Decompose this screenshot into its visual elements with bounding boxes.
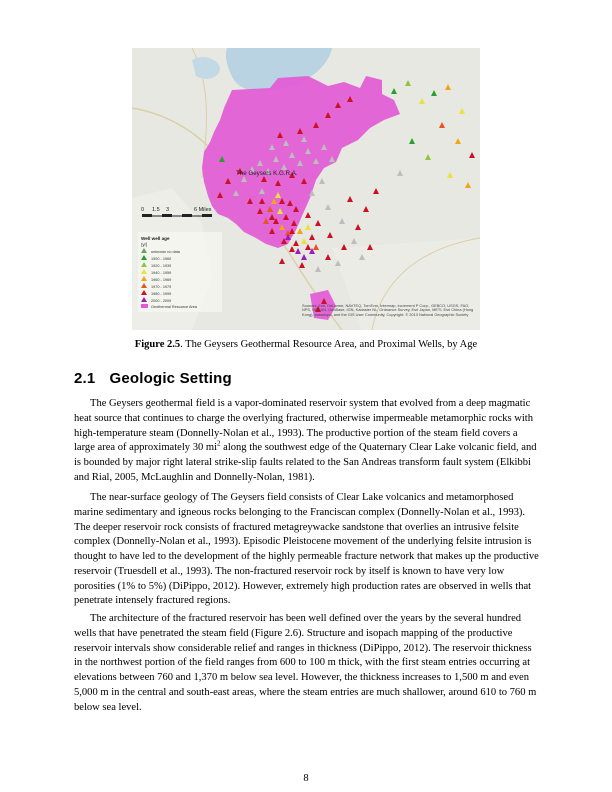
- scale-tick-label: 3: [166, 207, 170, 213]
- geysers-map: [132, 48, 480, 330]
- paragraph-text: The Geysers geothermal field is a vapor-dominated reservoir system that evolved from a deep magmatic heat source that continues to charge the overlying fractured, otherwise impermeable metamorphic rocks with high-temperature steam (Donnelly-Nolan et al., 1993). The productive portion of the steam field covers a large area of approximately 30 mi: [74, 398, 534, 454]
- paragraph: The architecture of the fractured reservoir has been well defined over the years by the several hundred wells that have penetrated the steam field (Figure 2.6). Structure and isopach mapping of the productive reservoir intervals show considerable relief and ranges in thickness (DiPippo, 2012). The reservoir thickness in the northwest portion of the field ranges from 600 to 100 m thick, with the first steam entries occurring at elevations between 760 and 1,370 m below sea level. However, the thickness increases to 1,500 m and even 5,000 m in the central and south-east areas, where the steam entries are much shallower, around 610 to 760 m below sea level.: [74, 613, 537, 713]
- legend-item-label: 1920 - 1939: [151, 264, 172, 268]
- scale-tick-label: 0: [141, 207, 145, 213]
- legend: [138, 232, 222, 312]
- legend-title: Well well age: [141, 236, 170, 241]
- caption-label: Figure 2.5: [134, 339, 181, 350]
- legend-item-label: 2000 - 2009: [151, 299, 172, 303]
- legend-item-label: 1980 - 1999: [151, 292, 172, 296]
- legend-item-label: 1960 - 1969: [151, 278, 172, 282]
- legend-subtitle: (yr): [141, 242, 148, 247]
- map-attribution: [302, 304, 478, 330]
- paragraph-text: along the southwest edge of the Quaternary Clear Lake volcanic field, and is bounded by major right lateral strike-slip faults related to the San Andreas transform fault system (Elkibbi and Rial, 2005, McLaughlin and Donnelly-Nolan, 1981).: [74, 442, 537, 483]
- paragraph: [74, 397, 540, 486]
- legend-item-label: 1970 - 1979: [151, 285, 172, 289]
- attribution-text: Sources: Esri, DeLorme, NAVTEQ, TomTom, Intermap, increment P Corp., GEBCO, USGS, FAO, NPS, NRCAN, GeoBase, IGN, Kadaster NL, Ordnance Survey, Esri Japan, METI, Esri China (Hong Kong), swisstopo, and the GIS User Community, Copyright: © 2013 National Geographic Society: [302, 304, 474, 317]
- legend-area-swatch: [141, 304, 148, 308]
- page-number: 8: [303, 773, 309, 784]
- caption-text: . The Geysers Geothermal Resource Area, and Proximal Wells, by Age: [180, 339, 478, 350]
- superscript: 2: [217, 439, 221, 448]
- legend-item-label: unknown no data: [151, 250, 180, 254]
- place-label: The Geysers K.G.R.A.: [236, 170, 298, 177]
- scale-tick-label: 1.5: [152, 207, 160, 213]
- legend-item-label: 1900 - 1960: [151, 257, 172, 261]
- section-title: Geologic Setting: [109, 370, 232, 387]
- scale-tick-label: 6 Miles: [194, 207, 212, 213]
- figure-caption: [0, 339, 612, 350]
- legend-area-label: Geothermal Resource Area: [151, 305, 198, 309]
- legend-item-label: 1940 - 1959: [151, 271, 172, 275]
- section-heading: [74, 370, 232, 387]
- paragraph: The near-surface geology of The Geysers field consists of Clear Lake volcanics and metamorphosed marine sedimentary and igneous rocks belonging to the Franciscan complex (Donnelly-Nolan et al., 1993). The deeper reservoir rock consists of fractured metagreywacke sandstone that overlies an intrusive felsite complex (Donnelly-Nolan et al., 1993). Episodic Pleistocene movement of the underlying felsite intrusion is thought to have led to the development of the highly permeable fracture network that makes up the productive reservoir (Truesdell et al., 1993). The non-fractured reservoir rock by itself is known to have very low porosities (1% to 5%) (DiPippo, 2012). However, extremely high production rates are observed in wells that penetrate intensely fractured regions.: [74, 492, 539, 607]
- section-number: 2.1: [74, 370, 96, 387]
- figure-map: [132, 48, 480, 330]
